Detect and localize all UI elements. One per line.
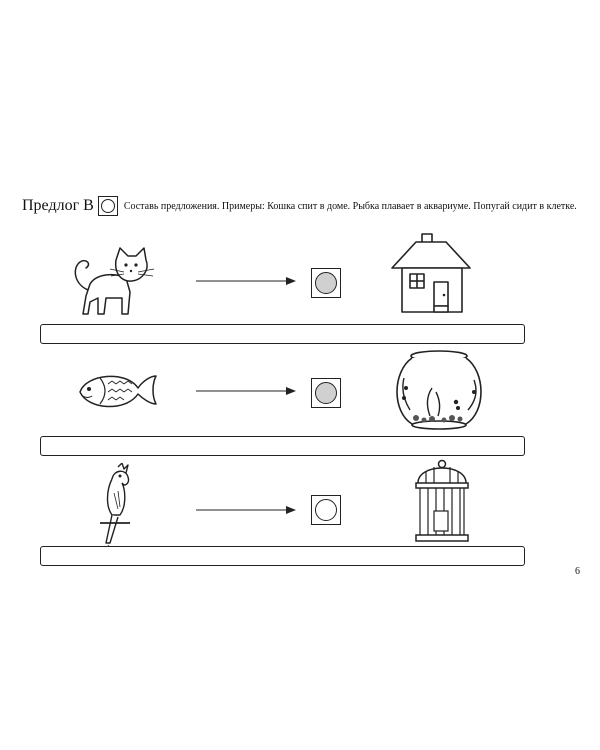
fish-icon bbox=[76, 370, 160, 412]
task-instruction: Составь предложения. Примеры: Кошка спит в доме. Рыбка плавает в аквариуме. Попугай сидит в клетке. bbox=[123, 200, 577, 212]
house-icon bbox=[390, 232, 472, 314]
page-title: Предлог В bbox=[22, 197, 94, 214]
preposition-box bbox=[311, 495, 341, 525]
cage-icon bbox=[412, 459, 472, 545]
arrow-icon bbox=[196, 504, 296, 516]
cat-icon bbox=[66, 244, 158, 316]
arrow-icon bbox=[196, 275, 296, 287]
preposition-box bbox=[311, 268, 341, 298]
preposition-box bbox=[311, 378, 341, 408]
page-number: 6 bbox=[575, 566, 580, 577]
preposition-symbol-icon bbox=[98, 196, 118, 216]
exercise-row-fish bbox=[0, 340, 600, 450]
task-header bbox=[22, 196, 577, 216]
aquarium-icon bbox=[394, 348, 484, 432]
answer-line[interactable] bbox=[40, 546, 525, 566]
parrot-icon bbox=[96, 463, 140, 553]
answer-line[interactable] bbox=[40, 436, 525, 456]
arrow-icon bbox=[196, 385, 296, 397]
